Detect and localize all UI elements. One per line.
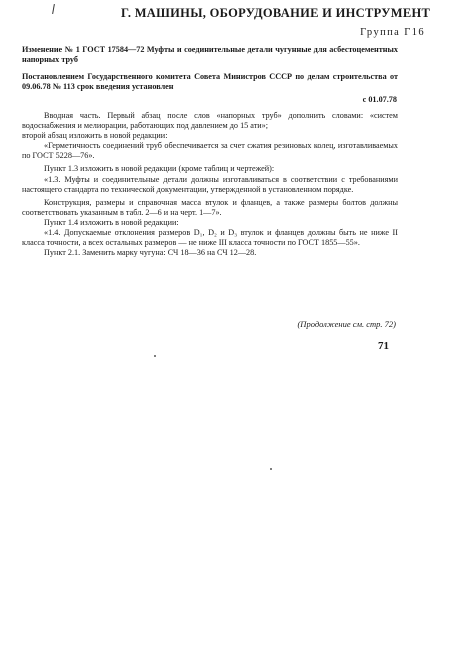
- amendment-body: [22, 111, 398, 258]
- section-header: Г. МАШИНЫ, ОБОРУДОВАНИЕ И ИНСТРУМЕНТ: [121, 6, 431, 20]
- body-paragraph: «1.3. Муфты и соединительные детали должны изготавливаться в соответствии с требованиями настоящего стандарта по технической документации, утвержденной в установленном порядке.: [22, 174, 398, 194]
- body-paragraph: Вводная часть. Первый абзац после слов «напорных труб» дополнить словами: «систем водоснабжения и мелиорации, работающих под давлением до 15 ати»;: [22, 111, 398, 131]
- page-number: 71: [378, 340, 389, 352]
- group-label: Группа Г16: [360, 27, 425, 38]
- scan-speck: [270, 468, 272, 470]
- body-paragraph: «Герметичность соединений труб обеспечивается за счет сжатия резиновых колец, изготавливаемых по ГОСТ 5228—76».: [22, 141, 398, 161]
- body-paragraph: Пункт 1.4 изложить в новой редакции:: [44, 217, 179, 227]
- scan-speck: [154, 355, 156, 357]
- body-paragraph: второй абзац изложить в новой редакции:: [22, 131, 168, 141]
- decree-text: Постановлением Государственного комитета Совета Министров СССР по делам строительства от 09.06.78 № 113 срок введения установлен: [22, 72, 398, 92]
- body-paragraph: Конструкция, размеры и справочная масса втулок и фланцев, а также размеры болтов должны соответствовать указанным в табл. 2—6 и на черт. 1—7».: [22, 197, 398, 217]
- continuation-note: (Продолжение см. стр. 72): [297, 319, 396, 329]
- body-paragraph: Пункт 2.1. Заменить марку чугуна: СЧ 18—36 на СЧ 12—28.: [44, 248, 257, 258]
- body-paragraph: «1.4. Допускаемые отклонения размеров D₁, D₂ и D₃ втулок и фланцев должны быть не ниже II класса точности, а всех остальных размеров — не ниже III класса точности по ГОСТ 1855—55».: [22, 228, 398, 248]
- amendment-title: Изменение № 1 ГОСТ 17584—72 Муфты и соединительные детали чугунные для асбестоцементных напорных труб: [22, 45, 398, 65]
- body-paragraph: Пункт 1.3 изложить в новой редакции (кроме таблиц и чертежей):: [44, 164, 275, 174]
- pen-mark: [52, 4, 55, 14]
- effective-date: с 01.07.78: [362, 95, 397, 104]
